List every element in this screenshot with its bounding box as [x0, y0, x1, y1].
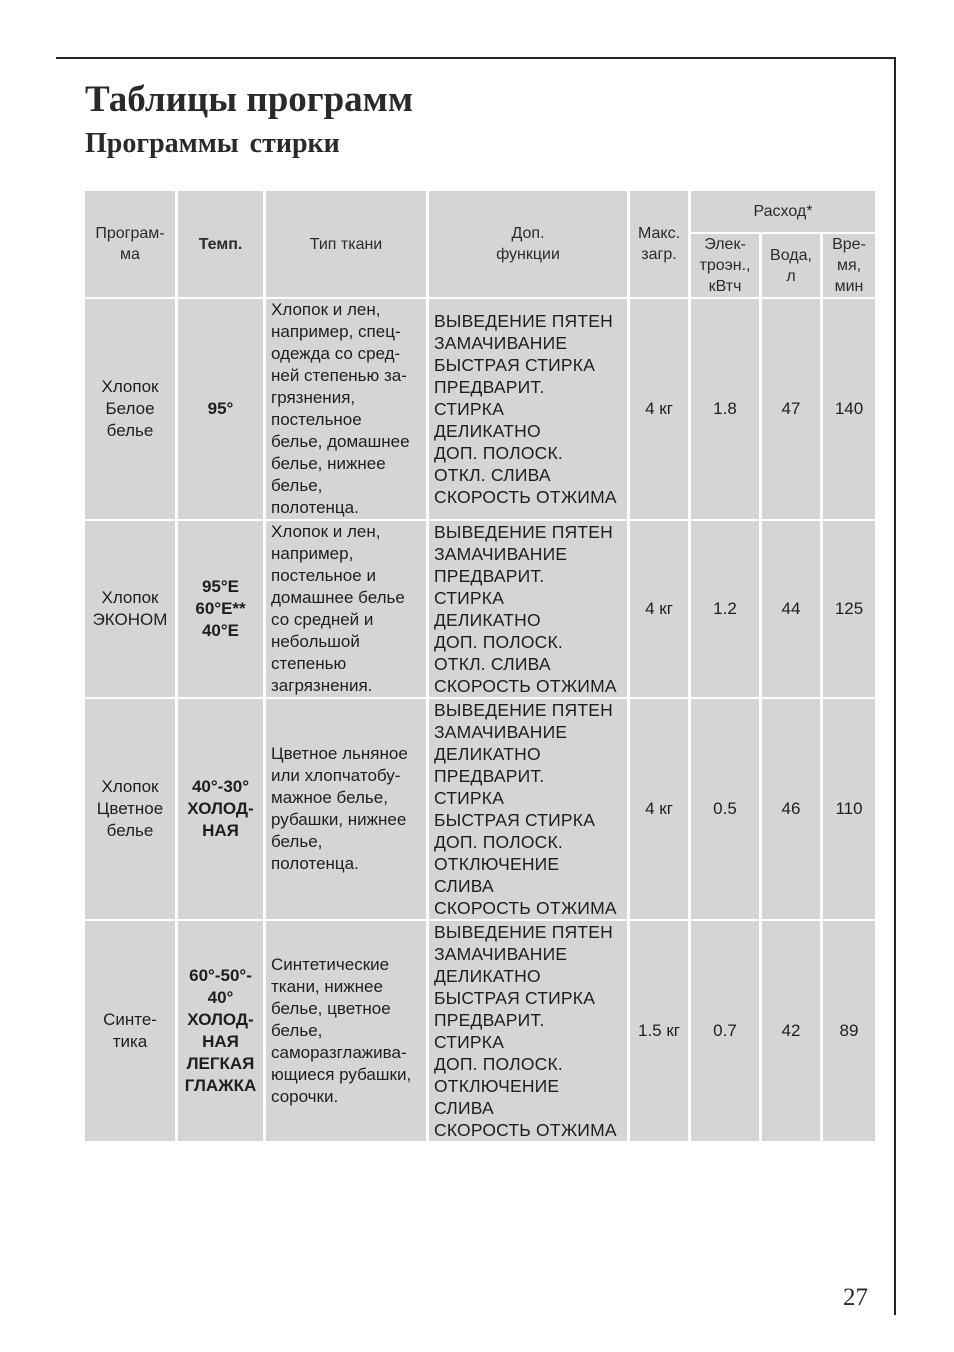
cell-line: Програм- — [95, 225, 165, 242]
cell-line: например, спец- — [271, 322, 401, 341]
cell-line: ОТКЛЮЧЕНИЕ — [434, 854, 560, 874]
temp-cell — [178, 299, 263, 519]
header-functions — [429, 191, 627, 297]
cell-line: полотенца. — [271, 854, 359, 873]
cell-line: или хлопчатобу- — [271, 766, 401, 785]
cell-line: Хлопок и лен, — [271, 300, 381, 319]
water-cell: 42 — [762, 921, 820, 1141]
program-cell — [85, 921, 175, 1141]
cell-line: со средней и — [271, 610, 374, 629]
cell-line: ПРЕДВАРИТ. — [434, 566, 545, 586]
cell-line: ЗАМАЧИВАНИЕ — [434, 544, 568, 564]
program-cell — [85, 299, 175, 519]
cell-line: Хлопок — [101, 377, 159, 396]
cell-line: сорочки. — [271, 1087, 339, 1106]
cell-line: СКОРОСТЬ ОТЖИМА — [434, 676, 617, 696]
cell-line: одежда со сред- — [271, 344, 401, 363]
cell-line: СТИРКА — [434, 788, 505, 808]
cell-line: белье, — [271, 476, 323, 495]
cell-line: СКОРОСТЬ ОТЖИМА — [434, 487, 617, 507]
cell-line: ХОЛОД- — [187, 799, 254, 818]
header-fabric: Тип ткани — [266, 191, 426, 297]
fabric-cell — [266, 699, 426, 919]
cell-line: Белое — [105, 399, 155, 418]
cell-line: мин — [834, 278, 864, 295]
cell-line: Синтетические — [271, 955, 390, 974]
cell-line: 40°-30° — [191, 777, 250, 796]
cell-line: ВЫВЕДЕНИЕ ПЯТЕН — [434, 522, 613, 542]
water-cell: 46 — [762, 699, 820, 919]
table-row — [85, 521, 875, 697]
cell-line: троэн., — [699, 257, 751, 274]
cell-line: ющиеся рубашки, — [271, 1065, 412, 1084]
cell-line: мажное белье, — [271, 788, 388, 807]
header-energy — [691, 234, 759, 297]
cell-line: белье, — [271, 1021, 323, 1040]
program-cell — [85, 699, 175, 919]
fabric-cell — [266, 921, 426, 1141]
cell-line: БЫСТРАЯ СТИРКА — [434, 988, 596, 1008]
cell-line: Макс. — [637, 225, 681, 242]
cell-line: НАЯ — [202, 821, 239, 840]
cell-line: Вода, — [770, 246, 812, 264]
cell-line: 60°E** — [195, 599, 246, 618]
cell-line: белье, — [271, 832, 323, 851]
cell-line: ПРЕДВАРИТ. — [434, 766, 545, 786]
header-max-load — [630, 191, 688, 297]
temp-cell — [178, 699, 263, 919]
cell-line: белье, нижнее — [271, 454, 386, 473]
cell-line: белье, цветное — [271, 999, 391, 1018]
cell-line: Синте- — [103, 1010, 157, 1029]
cell-line: небольшой — [271, 632, 360, 651]
cell-line: ГЛАЖКА — [184, 1076, 257, 1095]
functions-cell — [429, 921, 627, 1141]
cell-line: Цветное льняное — [271, 744, 408, 763]
cell-line: ЛЕГКАЯ — [186, 1054, 255, 1073]
cell-line: ЗАМАЧИВАНИЕ — [434, 722, 568, 742]
cell-line: Хлопок — [101, 777, 159, 796]
cell-line: СЛИВА — [434, 876, 494, 896]
cell-line: 60°-50°- — [189, 966, 252, 985]
cell-line: ПРЕДВАРИТ. — [434, 1010, 545, 1030]
cell-line: ДЕЛИКАТНО — [434, 421, 541, 441]
load-cell: 4 кг — [630, 299, 688, 519]
energy-cell: 0.7 — [691, 921, 759, 1141]
energy-cell: 0.5 — [691, 699, 759, 919]
load-cell: 4 кг — [630, 699, 688, 919]
cell-line: ЗАМАЧИВАНИЕ — [434, 333, 568, 353]
temp-cell — [178, 521, 263, 697]
cell-line: Доп. — [511, 225, 545, 242]
cell-line: Хлопок и лен, — [271, 522, 381, 541]
cell-line: СКОРОСТЬ ОТЖИМА — [434, 1120, 617, 1140]
cell-line: л — [786, 267, 796, 285]
header-consumption: Расход* — [691, 191, 875, 232]
temp-cell — [178, 921, 263, 1141]
cell-line: 95°E — [201, 577, 240, 596]
cell-line: ДОП. ПОЛОСК. — [434, 1054, 563, 1074]
cell-line: Хлопок — [101, 588, 159, 607]
cell-line: функции — [496, 246, 560, 263]
energy-cell: 1.2 — [691, 521, 759, 697]
cell-line: СЛИВА — [434, 1098, 494, 1118]
cell-line: НАЯ — [202, 1032, 239, 1051]
cell-line: ткани, нижнее — [271, 977, 383, 996]
cell-line: ма — [120, 246, 140, 263]
cell-line: ВЫВЕДЕНИЕ ПЯТЕН — [434, 922, 613, 942]
page-title: Таблицы программ — [85, 79, 414, 120]
cell-line: ДЕЛИКАТНО — [434, 966, 541, 986]
energy-cell: 1.8 — [691, 299, 759, 519]
cell-line: например, — [271, 544, 354, 563]
cell-line: полотенца. — [271, 498, 359, 517]
cell-line: домашнее белье — [271, 588, 405, 607]
cell-line: белье, домашнее — [271, 432, 410, 451]
cell-line: 40° — [207, 988, 234, 1007]
cell-line: БЫСТРАЯ СТИРКА — [434, 355, 596, 375]
cell-line: Цветное — [96, 799, 164, 818]
header-temp: Темп. — [178, 191, 263, 297]
header-program — [85, 191, 175, 297]
cell-line: 95° — [207, 399, 234, 418]
cell-line: ОТКЛ. СЛИВА — [434, 654, 551, 674]
cell-line: ВЫВЕДЕНИЕ ПЯТЕН — [434, 311, 613, 331]
page-number: 27 — [843, 1284, 868, 1311]
fabric-cell — [266, 299, 426, 519]
load-cell: 4 кг — [630, 521, 688, 697]
load-cell: 1.5 кг — [630, 921, 688, 1141]
programs-table — [82, 189, 878, 1143]
header-water — [762, 234, 820, 297]
cell-line: Элек- — [704, 236, 746, 253]
time-cell: 110 — [823, 699, 875, 919]
time-cell: 89 — [823, 921, 875, 1141]
functions-cell — [429, 299, 627, 519]
cell-line: ЗАМАЧИВАНИЕ — [434, 944, 568, 964]
cell-line: грязнения, — [271, 388, 356, 407]
cell-line: СТИРКА — [434, 1032, 505, 1052]
cell-line: СТИРКА — [434, 588, 505, 608]
cell-line: ПРЕДВАРИТ. — [434, 377, 545, 397]
cell-line: постельное — [271, 410, 362, 429]
program-cell — [85, 521, 175, 697]
time-cell: 140 — [823, 299, 875, 519]
functions-cell — [429, 699, 627, 919]
cell-line: Вре- — [832, 236, 866, 253]
page-subtitle: Программы стирки — [85, 128, 340, 159]
table-row — [85, 299, 875, 519]
cell-line: 40°E — [201, 621, 240, 640]
cell-line: ДЕЛИКАТНО — [434, 744, 541, 764]
table-row — [85, 921, 875, 1141]
cell-line: ДОП. ПОЛОСК. — [434, 832, 563, 852]
cell-line: тика — [112, 1032, 148, 1051]
cell-line: ней степенью за- — [271, 366, 407, 385]
cell-line: белье — [106, 821, 154, 840]
cell-line: мя, — [836, 257, 862, 274]
cell-line: ДЕЛИКАТНО — [434, 610, 541, 630]
cell-line: ДОП. ПОЛОСК. — [434, 443, 563, 463]
header-time — [823, 234, 875, 297]
cell-line: ОТКЛЮЧЕНИЕ — [434, 1076, 560, 1096]
cell-line: саморазглажива- — [271, 1043, 407, 1062]
cell-line: рубашки, нижнее — [271, 810, 407, 829]
cell-line: ХОЛОД- — [187, 1010, 254, 1029]
water-cell: 44 — [762, 521, 820, 697]
top-rule — [56, 57, 896, 59]
functions-cell — [429, 521, 627, 697]
cell-line: ВЫВЕДЕНИЕ ПЯТЕН — [434, 700, 613, 720]
cell-line: постельное и — [271, 566, 376, 585]
cell-line: СТИРКА — [434, 399, 505, 419]
cell-line: БЫСТРАЯ СТИРКА — [434, 810, 596, 830]
cell-line: загр. — [641, 246, 677, 263]
cell-line: ДОП. ПОЛОСК. — [434, 632, 563, 652]
cell-line: ЭКОНОМ — [92, 610, 168, 629]
water-cell: 47 — [762, 299, 820, 519]
fabric-cell — [266, 521, 426, 697]
table-row — [85, 699, 875, 919]
cell-line: загрязнения. — [271, 676, 373, 695]
cell-line: белье — [106, 421, 154, 440]
cell-line: степенью — [271, 654, 347, 673]
cell-line: СКОРОСТЬ ОТЖИМА — [434, 898, 617, 918]
right-rule — [894, 57, 896, 1315]
cell-line: кВтч — [708, 278, 742, 295]
time-cell: 125 — [823, 521, 875, 697]
cell-line: ОТКЛ. СЛИВА — [434, 465, 551, 485]
